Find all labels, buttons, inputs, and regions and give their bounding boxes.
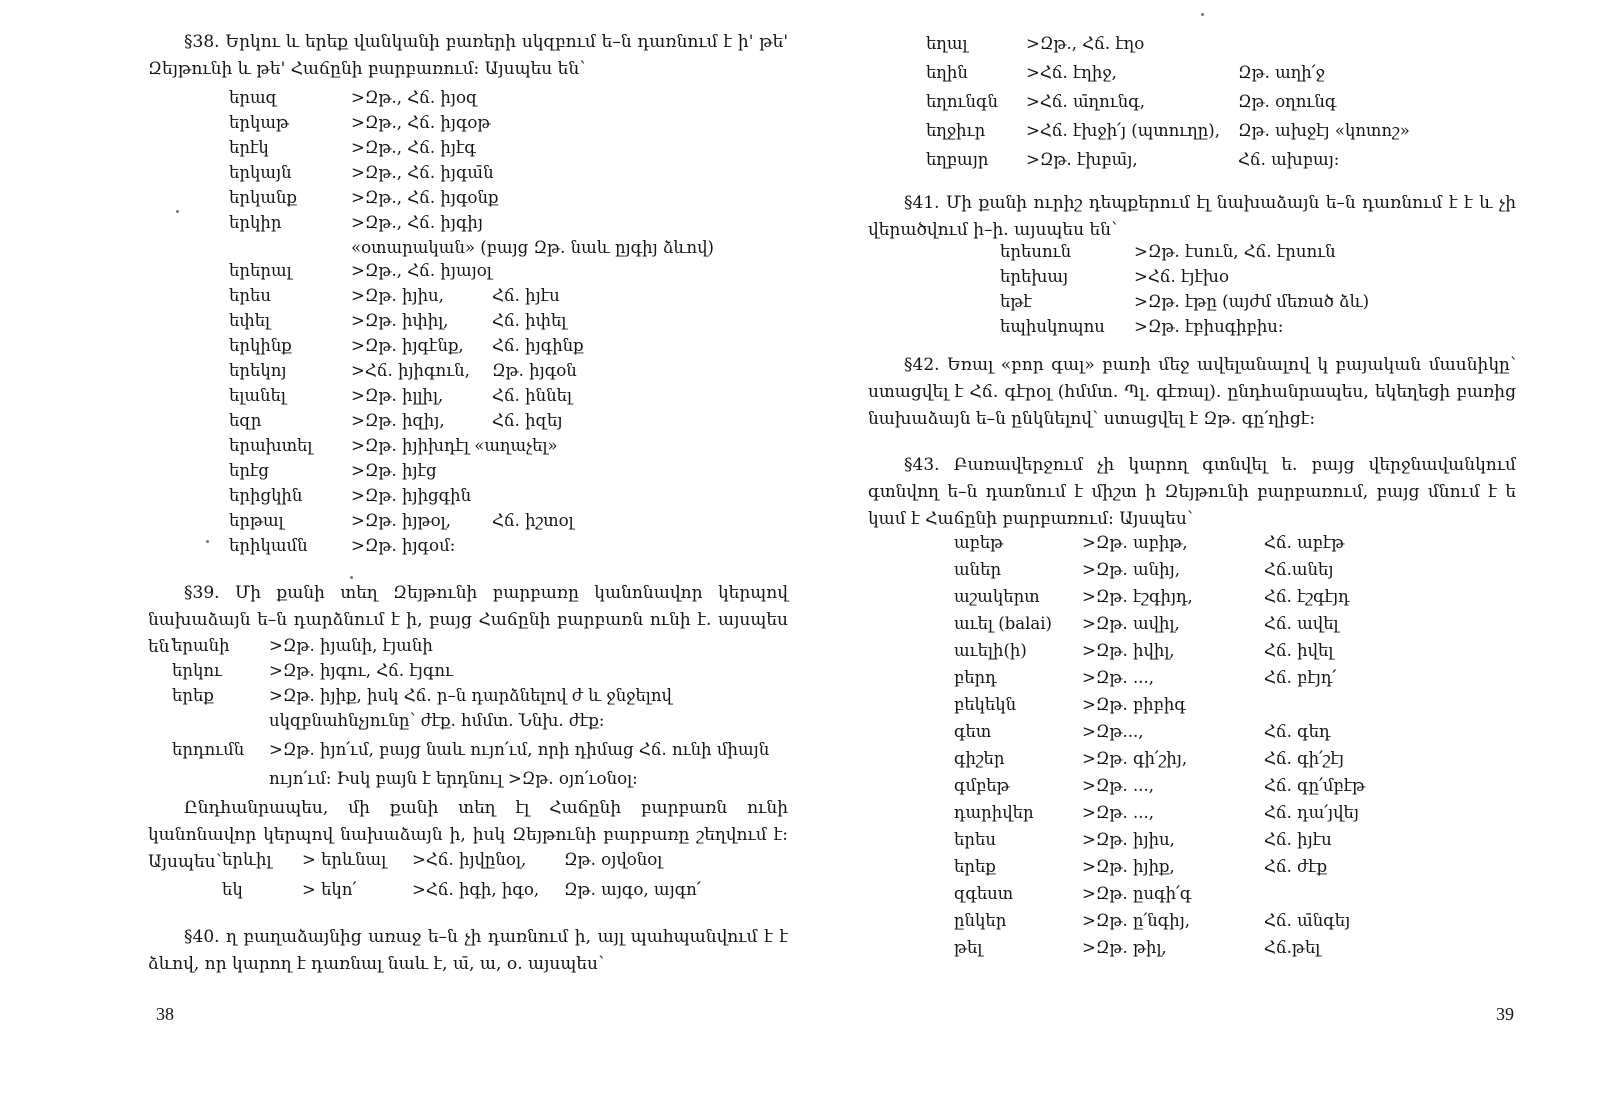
entry-word: եպիսկոպոս (1000, 317, 1105, 336)
left-page (0, 0, 800, 1114)
section-38-text: §38. Երկու և երեք վանկանի բառերի սկզբում ե–ն դառնում է ի' թե' Զեյթունի և թե' Հաճընի բարբառում: Այսպես են՝ (148, 32, 788, 79)
generally-text: Ընդհանրապես, մի քանի տեղ էլ Հաճընի բարբառն ունի կանոնավոր կերպով նախաձայն ի, իսկ Զեյթունի բարբառը շեղվում է: Այսպես՝ (148, 798, 788, 872)
entry-dialect-1: >Զթ., Հճ. իյգա̄ն (351, 163, 494, 182)
entry-dialect-1: >Զթ., Հճ. իյէգ (351, 138, 476, 157)
entry-dialect-2: Հճ. իվել (1264, 641, 1334, 660)
section-43-text: §43. Բառավերջում չի կարող գտնվել ե. բայց վերջնավանկում գտնվող ե–ն դառնում է միշտ ի Զեյթունի բարբառում, բայց մնում է ե կամ է Հաճընի բարբառում: Այսպես՝ (868, 455, 1516, 529)
entry-word: գմբեթ (954, 776, 1010, 795)
entry-word: երէց (229, 461, 270, 480)
list-item (172, 686, 792, 711)
entry-dialect-1: >Զթ. ըսգի՛գ (1082, 884, 1192, 903)
generally-word-list (222, 850, 782, 910)
entry-dialect-1: >Զթ. անիյ, (1082, 560, 1180, 579)
list-item (229, 261, 789, 286)
list-item (222, 850, 782, 880)
entry-dialect-2: Հճ. գը՛մբէթ (1264, 776, 1366, 795)
entry-dialect-1: >Զթ. թիլ, (1082, 938, 1167, 957)
entry-word: երկինք (229, 336, 292, 355)
entry-word: եղունգն (926, 92, 998, 111)
entry-dialect-1: >Զթ. իյէց (351, 461, 437, 480)
entry-continuation (229, 238, 789, 261)
page-number: 38 (156, 1004, 174, 1024)
entry-word: երերալ (229, 261, 292, 280)
entry-dialect-2: Հճ. իննել (492, 386, 572, 405)
entry-word: եղբայր (926, 150, 989, 169)
entry-word: երազ (229, 88, 277, 107)
entry-dialect-1: >Զթ..., (1082, 722, 1144, 741)
list-item (229, 163, 789, 188)
entry-dialect-1: >Զթ. էշգիյդ, (1082, 587, 1193, 606)
list-item (1000, 267, 1560, 292)
entry-dialects: >Զթ. էթը (այժմ մեռած ձև) (1134, 292, 1370, 311)
list-item (229, 188, 789, 213)
list-item (229, 486, 789, 511)
list-item (229, 461, 789, 486)
list-item (229, 436, 789, 461)
entry-dialect-1: >Զթ. ..., (1082, 668, 1154, 687)
entry-word: երթալ (229, 511, 284, 530)
entry-continuation (172, 769, 792, 792)
print-speck (1201, 13, 1204, 16)
entry-dialect-2: Հճ. էշգէյդ (1264, 587, 1350, 606)
entry-word: աւել (balai) (954, 614, 1052, 633)
entry-dialect-1: >Զթ. բիբիգ (1082, 695, 1186, 714)
list-item (229, 336, 789, 361)
list-item (172, 636, 792, 661)
print-speck (350, 576, 353, 579)
entry-word: աներ (954, 560, 1002, 579)
list-item (954, 857, 1554, 884)
entry-word: գետ (954, 722, 992, 741)
section-40-paragraph (148, 924, 788, 978)
print-speck (176, 210, 179, 213)
section-39-entries (172, 636, 792, 734)
entry-continuation-text: «օտարական» (բայց Զթ. նաև ըյգիյ ձևով) (351, 238, 714, 257)
list-item (229, 361, 789, 386)
list-item (229, 286, 789, 311)
list-item (229, 536, 789, 561)
entry-dialect-2: Հճ. դա՛յվեյ (1264, 803, 1360, 822)
entry-word: երեք (954, 857, 996, 876)
section-43-word-list (954, 533, 1554, 965)
page-number: 39 (1496, 1004, 1514, 1024)
entry-word: դարիվեր (954, 803, 1034, 822)
section-39-text: §39. Մի քանի տեղ Զեյթունի բարբառը կանոնավոր կերպով նախաձայն ե–ն դարձնում է ի, բայց Հաճընի բարբառն ունի է. այսպես են՝ (148, 583, 788, 657)
entry-dialect-1: >Զթ., Հճ. իյգօթ (351, 113, 491, 132)
list-item (926, 34, 1566, 63)
entry-dialect-2: Զթ. այգօ, այգո՛ (564, 880, 701, 899)
entry-word: երիցկին (229, 486, 303, 505)
entry-word: երեսուն (1000, 242, 1072, 261)
entry-dialects: >Զթ. իյիք, իսկ Հճ. ր–ն դարձնելով ժ և ջնջելով (269, 686, 672, 705)
entry-word: երախտել (229, 436, 313, 455)
list-item (954, 776, 1554, 803)
entry-dialect-2: Հճ. իշտօլ (492, 511, 574, 530)
entry-word: երկու (172, 661, 223, 680)
entry-dialect-1: >Հճ. էխջի՛յ (պտուղը), (1026, 121, 1220, 140)
list-item (229, 386, 789, 411)
entry-dialect-2: Հճ. իյգինք (492, 336, 584, 355)
entry-dialect-1: >Զթ. իլլիլ, (351, 386, 444, 405)
entry-word: երես (954, 830, 996, 849)
entry-dialect-2: Հճ. բէյդ՛ (1264, 668, 1337, 687)
entry-continuation-text: ույո՛ւմ: Իսկ բայն է երդնուլ >Զթ. օյո՛ւօնօլ: (269, 769, 638, 788)
entry-dialect-2: Հճ. իյէս (1264, 830, 1332, 849)
entry-dialects: >Զթ. էբիսգիբիս: (1134, 317, 1284, 336)
list-item (954, 830, 1554, 857)
entry-word: երկաթ (229, 113, 290, 132)
list-item (229, 511, 789, 536)
section-41-text: §41. Մի քանի ուրիշ դեպքերում էլ նախաձայն ե–ն դառնում է է և չի վերածվում ի–ի. այսպես են՝ (868, 193, 1516, 240)
section-38-paragraph (148, 29, 788, 83)
entry-word: բերդ (954, 668, 997, 687)
entry-dialect-2: Զթ. աղի՛ջ (1238, 63, 1325, 82)
entry-dialect-1: >Զթ. իզիյ, (351, 411, 445, 430)
list-item (229, 88, 789, 113)
section-39-erdumn-entry (172, 740, 792, 792)
entry-word: երեխայ (1000, 267, 1069, 286)
entry-dialect-1: >Զթ. ..., (1082, 803, 1154, 822)
list-item (954, 722, 1554, 749)
list-item (172, 661, 792, 686)
entry-dialect-2: Հճ. ավել (1264, 614, 1339, 633)
list-item (229, 113, 789, 138)
right-page (800, 0, 1601, 1114)
entry-dialect-1: >Հճ. ա̄ղունգ, (1026, 92, 1146, 111)
list-item (1000, 292, 1560, 317)
entry-source-form: > երևնալ (302, 850, 387, 869)
entry-dialect-1: >Հճ. իյիգուն, (351, 361, 470, 380)
entry-dialect-1: >Զթ. գի՛շիյ, (1082, 749, 1188, 768)
list-item (954, 695, 1554, 722)
entry-dialect-2: Հճ. աբէթ (1264, 533, 1345, 552)
entry-word: երէկ (229, 138, 269, 157)
entry-dialect-1: >Հճ. իյվընօլ, (412, 850, 527, 869)
entry-continuation (172, 711, 792, 734)
list-item (172, 740, 792, 765)
entry-dialects: >Զթ. իյգու, Հճ. էյգու (269, 661, 454, 680)
print-speck (206, 540, 209, 543)
entry-dialect-1: >Զթ., Հճ. էղօ (1026, 34, 1145, 53)
list-item (926, 121, 1566, 150)
entry-dialect-1: >Զթ., Հճ. իյգիյ (351, 213, 483, 232)
entry-word: երկիր (229, 213, 282, 232)
entry-dialects: >Հճ. էյէխօ (1134, 267, 1229, 286)
entry-word: երդումն (172, 740, 245, 759)
entry-dialect-1: >Զթ. իյիցգին (351, 486, 472, 505)
entry-dialect-2: Հճ. իփել (492, 311, 567, 330)
entry-dialect-1: >Զթ. ..., (1082, 776, 1154, 795)
entry-word: եզր (229, 411, 262, 430)
entry-word: եփել (229, 311, 271, 330)
entry-dialect-1: >Զթ. էխբա̄յ, (1026, 150, 1138, 169)
list-item (954, 749, 1554, 776)
entry-continuation-text: սկզբնահնչյունը՝ ժէք. հմմտ. Ննխ. ժէք: (269, 711, 605, 730)
entry-word: գիշեր (954, 749, 1005, 768)
entry-dialect-1: >Զթ. իյիս, (351, 286, 444, 305)
list-item (954, 560, 1554, 587)
entry-word: երկանք (229, 188, 297, 207)
section-41-paragraph (868, 190, 1516, 244)
section-41-word-list (1000, 242, 1560, 342)
section-38-word-list (229, 88, 789, 561)
entry-dialect-2: Զթ. իյգօն (492, 361, 577, 380)
entry-word: աւելի(ի) (954, 641, 1027, 660)
entry-dialect-2: Հճ. իյէս (492, 286, 560, 305)
entry-word: երեկոյ (229, 361, 287, 380)
entry-word: զգեստ (954, 884, 1014, 903)
entry-dialect-1: >Զթ. իյիք, (1082, 857, 1175, 876)
list-item (954, 668, 1554, 695)
entry-dialect-1: >Զթ. իյիխդէլ «աղաչել» (351, 436, 558, 455)
entry-dialect-1: >Զթ. ավիլ, (1082, 614, 1180, 633)
entry-word: երևիլ (222, 850, 272, 869)
entry-word: երեք (172, 686, 214, 705)
entry-dialect-2: Զթ. օղունգ (1238, 92, 1337, 111)
entry-word: երես (229, 286, 271, 305)
entry-dialect-2: Հճ. ախբայ: (1238, 150, 1340, 169)
entry-dialect-1: >Զթ. իյգօմ: (351, 536, 456, 555)
section-42-paragraph (868, 352, 1516, 433)
entry-dialect-1: >Հճ. իգի, իգօ, (412, 880, 540, 899)
entry-dialect-1: >Հճ. էղիջ, (1026, 63, 1117, 82)
list-item (1000, 317, 1560, 342)
section-43-paragraph (868, 452, 1516, 533)
list-item (222, 880, 782, 910)
entry-dialect-1: >Զթ. աբիթ, (1082, 533, 1188, 552)
entry-dialect-1: >Զթ. իվիլ, (1082, 641, 1175, 660)
entry-dialect-2: Հճ. գեդ (1264, 722, 1331, 741)
entry-dialect-2: Հճ. գի՛շէյ (1264, 749, 1344, 768)
section-42-text: §42. Եռալ «բոր գալ» բառի մեջ ավելանալով կ բայական մասնիկը՝ ստացվել է Հճ. գէրօլ (հմմտ. Պլ. գէռալ). ընդհանրապես, եկեղեցի բառից նախաձայն ե–ն ընկնելով՝ ստացվել է Զթ. գը՛ղիցէ: (868, 355, 1516, 429)
list-item (1000, 242, 1560, 267)
list-item (926, 150, 1566, 179)
entry-dialect-1: >Զթ., Հճ. իյօզ (351, 88, 478, 107)
entry-dialect-1: >Զթ. ը՛նգիյ, (1082, 911, 1191, 930)
entry-word: եղին (926, 63, 968, 82)
entry-word: աբեթ (954, 533, 1004, 552)
list-item (229, 311, 789, 336)
list-item (954, 938, 1554, 965)
list-item (926, 92, 1566, 121)
entry-dialect-1: >Զթ., Հճ. իյգօնք (351, 188, 499, 207)
entry-source-form: > եկո՛ (302, 880, 357, 899)
entry-dialect-1: >Զթ. իյթօլ, (351, 511, 451, 530)
list-item (229, 213, 789, 238)
list-item (954, 803, 1554, 830)
entry-word: ելանել (229, 386, 286, 405)
entry-dialect-2: Զթ. ախջէյ «կոտոշ» (1238, 121, 1410, 140)
list-item (954, 641, 1554, 668)
entry-word: երկայն (229, 163, 292, 182)
list-item (954, 533, 1554, 560)
entry-dialect-2: Զթ. օյվօնօլ (564, 850, 663, 869)
entry-word: եթէ (1000, 292, 1032, 311)
list-item (926, 63, 1566, 92)
section-40-text: §40. ղ բաղաձայնից առաջ ե–ն չի դառնում ի, այլ պահպանվում է է ձևով, որ կարող է դառնալ նաև է, ա̄, ա, օ. այսպես՝ (148, 927, 788, 974)
entry-dialect-1: >Զթ. իփիլ, (351, 311, 449, 330)
entry-dialect-2: Հճ. ա̄նգեյ (1264, 911, 1351, 930)
list-item (954, 884, 1554, 911)
entry-word: ընկեր (954, 911, 1007, 930)
entry-dialects: >Զթ. էսուն, Հճ. էրսուն (1134, 242, 1336, 261)
entry-word: բեկեկն (954, 695, 1017, 714)
entry-word: եղջիւր (926, 121, 986, 140)
entry-word: աշակերտ (954, 587, 1040, 606)
entry-word: երիկամն (229, 536, 308, 555)
entry-dialects: >Զթ. իյանի, էյանի (269, 636, 433, 655)
entry-dialect-2: Հճ.թել (1264, 938, 1321, 957)
list-item (229, 411, 789, 436)
section-40-word-list (926, 34, 1566, 179)
entry-dialect-2: Հճ.անեյ (1264, 560, 1334, 579)
entry-word: եղալ (926, 34, 968, 53)
entry-dialect-1: >Զթ. իյգէնք, (351, 336, 464, 355)
entry-word: եկ (222, 880, 243, 899)
list-item (229, 138, 789, 163)
entry-dialect-2: Հճ. իզեյ (492, 411, 563, 430)
list-item (954, 587, 1554, 614)
entry-word: երանի (172, 636, 230, 655)
list-item (954, 911, 1554, 938)
entry-dialect-1: >Զթ. իյիս, (1082, 830, 1175, 849)
entry-dialect-2: Հճ. ժէք (1264, 857, 1328, 876)
entry-dialects: >Զթ. իյո՛ւմ, բայց նաև ույո՛ւմ, որի դիմաց Հճ. ունի միայն (269, 740, 770, 759)
entry-dialect-1: >Զթ., Հճ. իյայօլ (351, 261, 492, 280)
entry-word: թել (954, 938, 983, 957)
list-item (954, 614, 1554, 641)
